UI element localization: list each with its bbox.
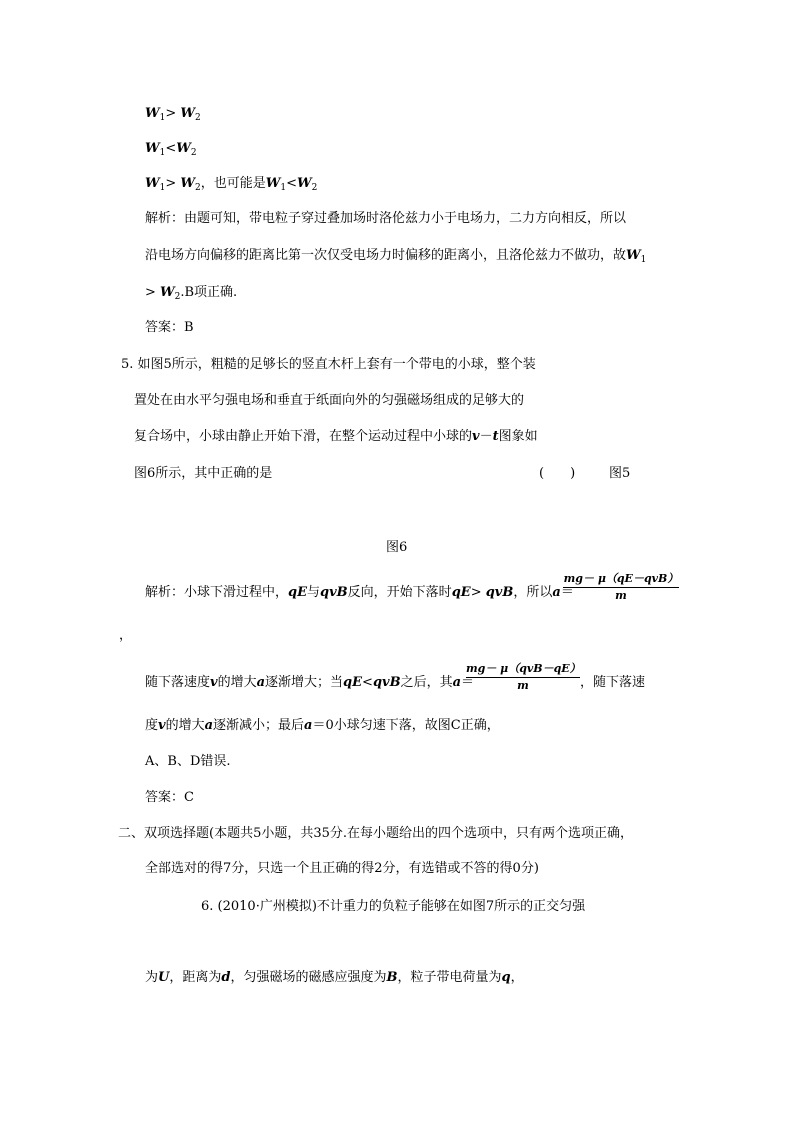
relation: >	[145, 285, 161, 300]
symbol: d	[221, 970, 231, 985]
numerator: mg－ μ（qvB－qE）	[466, 662, 581, 675]
text: 的增大	[165, 718, 205, 733]
relation: >	[165, 176, 181, 191]
text: 反向，开始下落时	[347, 585, 452, 600]
relation: <	[286, 176, 297, 191]
q5-line3	[134, 429, 538, 445]
option-d	[145, 176, 317, 192]
fraction-2	[466, 662, 580, 693]
text: 为	[145, 970, 159, 985]
symbol: W	[145, 141, 160, 156]
text: 逐渐增大；当	[265, 675, 344, 690]
answer-blank: ( )	[539, 466, 576, 481]
q5-answer: 答案：C	[145, 790, 194, 805]
symbol: W	[176, 141, 191, 156]
q5-line4: 图6所示，其中正确的是	[134, 466, 273, 481]
dash: －	[479, 429, 493, 444]
q4-answer: 答案：B	[145, 320, 194, 335]
q5-analysis-line4: A、B、D错误.	[145, 754, 231, 769]
text: ＝0小球匀速下落，故图C正确，	[312, 718, 500, 733]
symbol: qvB	[485, 585, 514, 600]
option-d-text: ，也可能是	[200, 176, 266, 191]
symbol: B	[386, 970, 398, 985]
symbol: t	[492, 429, 499, 444]
symbol: q	[501, 970, 511, 985]
symbol: qE	[451, 585, 471, 600]
text: 图象如	[498, 429, 538, 444]
q5-analysis-line3	[145, 718, 500, 734]
q5-analysis-line2-tail: ，随下落速	[580, 675, 646, 690]
subscript: 2	[174, 292, 181, 302]
text: .B项正确.	[180, 285, 238, 300]
subscript: 1	[280, 183, 287, 193]
section2-heading-line2: 全部选对的得7分，只选一个且正确的得2分，有选错或不答的得0分)	[145, 861, 539, 876]
fraction-1	[560, 572, 679, 603]
relation: <	[165, 141, 177, 156]
figure-label: 图5	[609, 466, 631, 481]
text: 逐渐减小；最后	[213, 718, 305, 733]
numerator: mg－ μ（qE－qvB）	[563, 572, 679, 585]
denominator: m	[615, 589, 627, 602]
symbol: v	[158, 718, 166, 733]
q6-line1: 6. (2010·广州模拟)不计重力的负粒子能够在如图7所示的正交匀强	[201, 899, 586, 914]
equals: ＝	[560, 585, 574, 600]
symbol: a	[552, 585, 561, 600]
subscript: 2	[311, 183, 318, 193]
subscript: 2	[194, 183, 201, 193]
subscript: 1	[159, 148, 166, 158]
symbol: qvB	[320, 585, 348, 600]
symbol: v	[210, 675, 218, 690]
stray-comma: ，	[119, 628, 133, 643]
symbol: U	[158, 970, 170, 985]
option-c	[145, 141, 197, 157]
text: ，距离为	[169, 970, 222, 985]
equals: ＝	[461, 675, 475, 690]
symbol: a	[452, 675, 462, 690]
symbol: W	[180, 176, 195, 191]
symbol: W	[296, 176, 312, 191]
q5-analysis-line1	[145, 585, 574, 601]
text: 复合场中，小球由静止开始下滑，在整个运动过程中小球的	[134, 429, 473, 444]
symbol: W	[145, 106, 160, 121]
q5-analysis-line2	[145, 675, 474, 691]
denominator: m	[517, 679, 529, 692]
symbol: qE	[288, 585, 308, 600]
symbol: a	[204, 718, 214, 733]
symbol: a	[256, 675, 266, 690]
q4-analysis-line2	[145, 248, 646, 264]
relation: <	[362, 675, 373, 690]
text: 的增大	[217, 675, 257, 690]
text: 解析：小球下滑过程中，	[145, 585, 289, 600]
subscript: 1	[159, 113, 166, 123]
fraction-bar	[466, 677, 580, 678]
q6-line2	[145, 970, 524, 986]
q5-line2: 置处在由水平匀强电场和垂直于纸面向外的匀强磁场组成的足够大的	[134, 393, 525, 408]
symbol: W	[145, 176, 160, 191]
symbol: qE	[343, 675, 363, 690]
symbol: qvB	[372, 675, 401, 690]
subscript: 1	[159, 183, 166, 193]
subscript: 2	[194, 113, 201, 123]
text: 与	[307, 585, 321, 600]
text: ，匀强磁场的磁感应强度为	[230, 970, 387, 985]
symbol: v	[472, 429, 480, 444]
symbol: W	[626, 248, 641, 263]
section2-heading-line1: 二、双项选择题(本题共5小题，共35分.在每小题给出的四个选项中，只有两个选项正确，	[118, 826, 634, 841]
text: 度	[145, 718, 159, 733]
subscript: 1	[640, 255, 647, 265]
text: ，	[510, 970, 524, 985]
symbol: W	[180, 106, 195, 121]
text: 沿电场方向偏移的距离比第一次仅受电场力时偏移的距离小，且洛伦兹力不做功，故	[145, 248, 627, 263]
symbol: W	[160, 285, 175, 300]
text: ，所以	[513, 585, 553, 600]
q5-line1: 5. 如图5所示，粗糙的足够长的竖直木杆上套有一个带电的小球，整个装	[121, 357, 536, 372]
q4-analysis-line3	[145, 285, 237, 301]
subscript: 2	[190, 148, 197, 158]
relation: >	[470, 585, 486, 600]
figure-label: 图6	[386, 540, 408, 555]
text: 之后，其	[400, 675, 453, 690]
symbol: W	[265, 176, 281, 191]
fraction-bar	[563, 587, 679, 588]
symbol: a	[304, 718, 313, 733]
option-b	[145, 106, 201, 122]
text: ，粒子带电荷量为	[397, 970, 502, 985]
text: 随下落速度	[145, 675, 211, 690]
relation: >	[165, 106, 181, 121]
q4-analysis-line1: 解析：由题可知，带电粒子穿过叠加场时洛伦兹力小于电场力，二力方向相反，所以	[145, 211, 627, 226]
